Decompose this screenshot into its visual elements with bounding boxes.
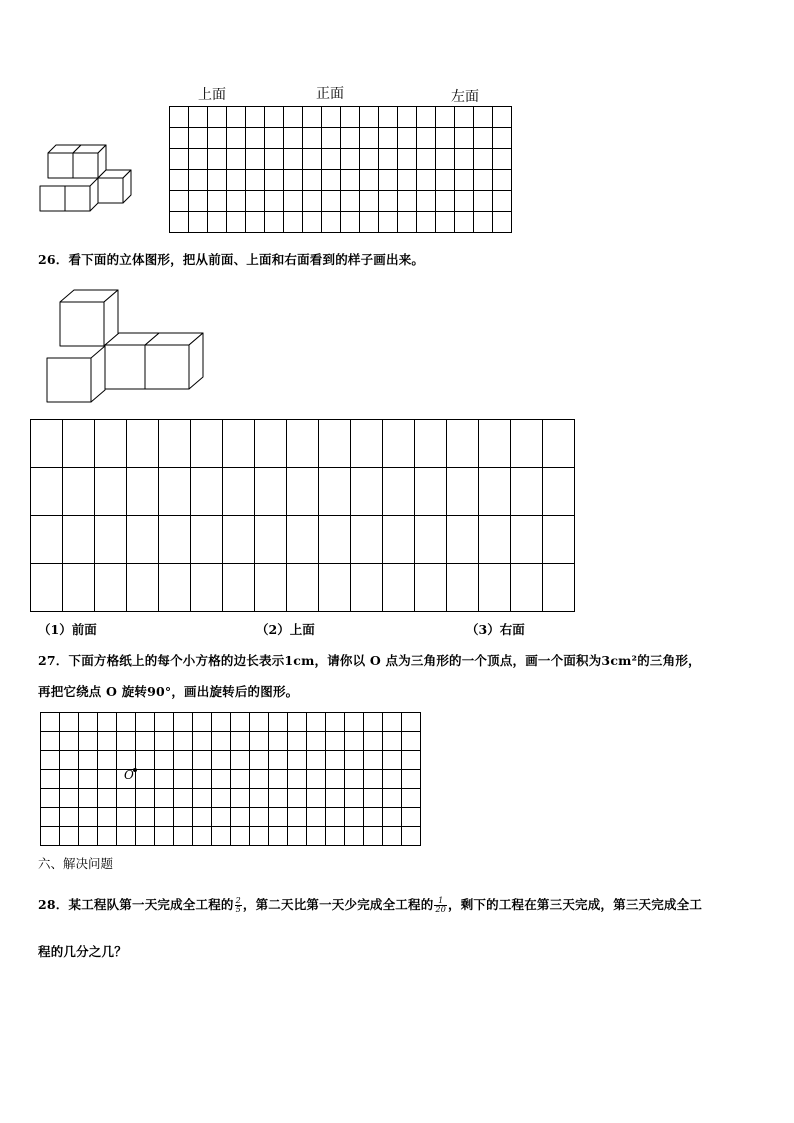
q27-grid-cell[interactable] <box>231 732 250 751</box>
q27-grid-cell[interactable] <box>193 827 212 846</box>
q27-grid-cell[interactable] <box>326 713 345 732</box>
q27-grid-cell[interactable] <box>79 732 98 751</box>
q27-grid-cell[interactable] <box>60 789 79 808</box>
q26-grid-cell[interactable] <box>319 564 351 612</box>
q27-grid-cell[interactable] <box>41 713 60 732</box>
q27-grid-cell[interactable] <box>212 751 231 770</box>
label-front-view: 正面 <box>316 86 344 102</box>
q27-grid-cell[interactable] <box>326 808 345 827</box>
q27-grid-cell[interactable] <box>79 789 98 808</box>
q26-grid-cell[interactable] <box>479 420 511 468</box>
q26-grid-cell[interactable] <box>447 468 479 516</box>
q27-grid-cell[interactable] <box>98 713 117 732</box>
q27-grid-cell[interactable] <box>136 808 155 827</box>
q26-grid-cell[interactable] <box>447 420 479 468</box>
q27-grid-cell[interactable] <box>231 713 250 732</box>
q26-grid-cell[interactable] <box>543 564 575 612</box>
q27-grid-cell[interactable] <box>136 732 155 751</box>
q27-grid-cell[interactable] <box>79 808 98 827</box>
q27-grid-cell[interactable] <box>41 770 60 789</box>
q26-grid-cell[interactable] <box>415 468 447 516</box>
q28-fraction-2 <box>434 897 447 914</box>
q26-grid-cell[interactable] <box>191 468 223 516</box>
q26-grid-cell[interactable] <box>255 516 287 564</box>
q27-grid-cell[interactable] <box>193 732 212 751</box>
q27-grid-cell[interactable] <box>250 751 269 770</box>
q27-grid-cell[interactable] <box>136 713 155 732</box>
q26-grid-cell[interactable] <box>159 468 191 516</box>
q26-grid-cell[interactable] <box>415 564 447 612</box>
q27-grid-cell[interactable] <box>364 827 383 846</box>
q26-grid-cell[interactable] <box>159 420 191 468</box>
q26-grid-cell[interactable] <box>191 516 223 564</box>
label-left-view: 左面 <box>451 89 479 105</box>
q27-grid-cell[interactable] <box>288 789 307 808</box>
q27-grid-row <box>41 808 421 827</box>
q27-grid-cell[interactable] <box>41 789 60 808</box>
q28-fraction-2-numerator: 1 <box>434 897 447 906</box>
q27-grid-cell[interactable] <box>136 770 155 789</box>
q27-grid-row <box>41 713 421 732</box>
q26-grid-cell[interactable] <box>95 564 127 612</box>
q27-grid-row <box>41 732 421 751</box>
q27-grid-cell[interactable] <box>155 808 174 827</box>
q27-grid-cell[interactable] <box>117 808 136 827</box>
q26-grid-cell[interactable] <box>511 564 543 612</box>
q27-grid-cell[interactable] <box>41 732 60 751</box>
q26-grid-cell[interactable] <box>127 468 159 516</box>
q26-grid-cell[interactable] <box>543 468 575 516</box>
q27-grid-cell[interactable] <box>383 751 402 770</box>
q27-grid-cell[interactable] <box>193 789 212 808</box>
q27-grid-cell[interactable] <box>307 732 326 751</box>
q27-grid-cell[interactable] <box>174 732 193 751</box>
q27-text-line1: 27．下面方格纸上的每个小方格的边长表示1cm，请你以 O 点为三角形的一个顶点，画一个面积为3cm²的三角形， <box>38 653 701 668</box>
q28-text-line1 <box>38 895 702 914</box>
q27-grid-cell[interactable] <box>383 808 402 827</box>
q27-grid-cell[interactable] <box>345 751 364 770</box>
q26-grid-cell[interactable] <box>31 468 63 516</box>
q27-grid-cell[interactable] <box>212 713 231 732</box>
q27-grid-cell[interactable] <box>250 713 269 732</box>
q26-grid-cell[interactable] <box>31 564 63 612</box>
q27-grid-cell[interactable] <box>212 808 231 827</box>
q26-grid-cell[interactable] <box>479 468 511 516</box>
q26-grid-cell[interactable] <box>511 468 543 516</box>
q28-fraction-2-denominator: 20 <box>435 905 447 914</box>
q27-grid-cell[interactable] <box>193 808 212 827</box>
q26-grid-row <box>31 468 575 516</box>
q27-grid-cell[interactable] <box>383 732 402 751</box>
q27-grid-cell[interactable] <box>212 827 231 846</box>
q26-grid-cell[interactable] <box>319 468 351 516</box>
q27-grid-cell[interactable] <box>41 808 60 827</box>
q27-grid-cell[interactable] <box>155 770 174 789</box>
label-top-view: 上面 <box>198 87 226 103</box>
q26-grid-cell[interactable] <box>127 564 159 612</box>
q27-grid-cell[interactable] <box>364 789 383 808</box>
q27-grid-cell[interactable] <box>212 770 231 789</box>
q26-grid-cell[interactable] <box>255 468 287 516</box>
q27-grid-cell[interactable] <box>250 770 269 789</box>
q27-grid-cell[interactable] <box>174 713 193 732</box>
q26-grid-cell[interactable] <box>287 468 319 516</box>
q26-grid-cell[interactable] <box>63 420 95 468</box>
q27-grid-cell[interactable] <box>402 713 421 732</box>
point-o-label: O <box>124 768 134 782</box>
q27-grid-cell[interactable] <box>269 770 288 789</box>
q26-grid-cell[interactable] <box>63 516 95 564</box>
q26-grid-row <box>31 516 575 564</box>
q27-grid-cell[interactable] <box>402 732 421 751</box>
q27-grid-cell[interactable] <box>41 827 60 846</box>
q27-text-line2: 再把它绕点 O 旋转90°，画出旋转后的图形。 <box>38 684 299 699</box>
q26-grid-cell[interactable] <box>223 468 255 516</box>
q27-grid-cell[interactable] <box>193 751 212 770</box>
q28-text-part2: ，第二天比第一天少完成全工程的 <box>242 897 434 912</box>
q27-grid-cell[interactable] <box>98 751 117 770</box>
q26-grid-cell[interactable] <box>383 516 415 564</box>
q27-grid-cell[interactable] <box>307 770 326 789</box>
q27-grid-cell[interactable] <box>307 751 326 770</box>
q28-text-part3: ，剩下的工程在第三天完成，第三天完成全工 <box>448 897 703 912</box>
q26-caption-front: （1）前面 <box>38 622 97 637</box>
q27-grid-cell[interactable] <box>383 770 402 789</box>
q26-grid-cell[interactable] <box>287 564 319 612</box>
q27-grid-cell[interactable] <box>136 789 155 808</box>
q27-grid-cell[interactable] <box>60 808 79 827</box>
q27-grid-cell[interactable] <box>231 789 250 808</box>
q27-grid-cell[interactable] <box>345 808 364 827</box>
q27-grid-cell[interactable] <box>193 770 212 789</box>
q27-grid-cell[interactable] <box>60 732 79 751</box>
q26-grid-cell[interactable] <box>415 420 447 468</box>
q27-grid-cell[interactable] <box>288 770 307 789</box>
q27-grid-cell[interactable] <box>174 827 193 846</box>
q27-grid-cell[interactable] <box>269 713 288 732</box>
q27-grid-cell[interactable] <box>345 770 364 789</box>
q26-grid-cell[interactable] <box>479 564 511 612</box>
q27-grid-cell[interactable] <box>60 827 79 846</box>
q26-grid-cell[interactable] <box>319 420 351 468</box>
q26-grid-cell[interactable] <box>31 420 63 468</box>
q27-grid-cell[interactable] <box>250 808 269 827</box>
q27-grid-cell[interactable] <box>174 751 193 770</box>
q26-grid-cell[interactable] <box>63 564 95 612</box>
q27-grid-cell[interactable] <box>79 713 98 732</box>
q26-grid-cell[interactable] <box>223 516 255 564</box>
q27-grid-cell[interactable] <box>60 713 79 732</box>
q26-grid-cell[interactable] <box>543 420 575 468</box>
q28-fraction-1-denominator: 5 <box>235 905 241 914</box>
q27-grid-row <box>41 827 421 846</box>
q27-grid-cell[interactable] <box>345 732 364 751</box>
q26-grid-cell[interactable] <box>159 516 191 564</box>
q27-grid-cell[interactable] <box>60 770 79 789</box>
q26-grid-row <box>31 420 575 468</box>
q27-grid-cell[interactable] <box>364 732 383 751</box>
q26-grid-cell[interactable] <box>127 516 159 564</box>
q27-grid-cell[interactable] <box>117 751 136 770</box>
q26-grid-cell[interactable] <box>351 420 383 468</box>
q27-grid-cell[interactable] <box>155 751 174 770</box>
q27-grid-cell[interactable] <box>136 827 155 846</box>
q26-grid-cell[interactable] <box>127 420 159 468</box>
q26-grid-cell[interactable] <box>95 516 127 564</box>
q26-grid-cell[interactable] <box>159 564 191 612</box>
q27-grid-cell[interactable] <box>250 789 269 808</box>
q26-grid-cell[interactable] <box>319 516 351 564</box>
q27-grid-cell[interactable] <box>193 713 212 732</box>
q26-grid-cell[interactable] <box>191 420 223 468</box>
q27-grid-cell[interactable] <box>155 732 174 751</box>
q27-grid-cell[interactable] <box>117 732 136 751</box>
q26-grid-row <box>31 564 575 612</box>
q27-grid-cell[interactable] <box>402 789 421 808</box>
q27-grid-cell[interactable] <box>79 827 98 846</box>
q27-grid-cell[interactable] <box>383 827 402 846</box>
q27-grid-cell[interactable] <box>79 751 98 770</box>
q26-grid-cell[interactable] <box>31 516 63 564</box>
q27-grid-cell[interactable] <box>269 732 288 751</box>
q26-grid-cell[interactable] <box>415 516 447 564</box>
q27-grid-cell[interactable] <box>288 732 307 751</box>
q27-grid-cell[interactable] <box>326 732 345 751</box>
q27-grid-cell[interactable] <box>250 827 269 846</box>
q27-grid-cell[interactable] <box>269 751 288 770</box>
q26-grid-cell[interactable] <box>447 564 479 612</box>
q27-grid-cell[interactable] <box>98 789 117 808</box>
q27-grid-cell[interactable] <box>307 789 326 808</box>
q27-grid-cell[interactable] <box>155 713 174 732</box>
q27-grid-cell[interactable] <box>383 713 402 732</box>
q27-grid-cell[interactable] <box>212 789 231 808</box>
q26-grid-cell[interactable] <box>223 564 255 612</box>
q26-grid-cell[interactable] <box>511 420 543 468</box>
q27-grid-cell[interactable] <box>231 770 250 789</box>
q27-grid-cell[interactable] <box>326 751 345 770</box>
q26-caption-right: （3）右面 <box>466 622 525 637</box>
section-title: 六、解决问题 <box>38 856 114 871</box>
q26-grid-cell[interactable] <box>351 564 383 612</box>
q27-grid-cell[interactable] <box>155 827 174 846</box>
q27-grid-cell[interactable] <box>60 751 79 770</box>
q26-answer-grid[interactable] <box>30 419 575 612</box>
q27-grid-cell[interactable] <box>98 808 117 827</box>
q27-grid-cell[interactable] <box>136 751 155 770</box>
q27-grid-cell[interactable] <box>307 713 326 732</box>
q26-text: 26．看下面的立体图形，把从前面、上面和右面看到的样子画出来。 <box>38 252 425 267</box>
q26-grid-cell[interactable] <box>383 468 415 516</box>
q26-caption-top: （2）上面 <box>256 622 315 637</box>
q28-text-line2: 程的几分之几？ <box>38 944 127 959</box>
q26-grid-cell[interactable] <box>95 468 127 516</box>
q26-cube-top <box>60 290 118 346</box>
q26-cube-front <box>47 346 105 402</box>
q27-grid-cell[interactable] <box>41 751 60 770</box>
q26-grid-cell[interactable] <box>543 516 575 564</box>
q26-grid-cell[interactable] <box>191 564 223 612</box>
q27-grid-cell[interactable] <box>326 789 345 808</box>
q26-grid-cell[interactable] <box>63 468 95 516</box>
q27-grid-cell[interactable] <box>269 827 288 846</box>
q27-grid-cell[interactable] <box>326 827 345 846</box>
q27-answer-grid[interactable] <box>40 712 421 846</box>
q27-grid-cell[interactable] <box>117 713 136 732</box>
q27-grid-cell[interactable] <box>117 827 136 846</box>
q27-grid-cell[interactable] <box>231 808 250 827</box>
q27-grid-cell[interactable] <box>174 789 193 808</box>
q27-grid-cell[interactable] <box>155 789 174 808</box>
q27-grid-cell[interactable] <box>345 827 364 846</box>
q26-grid-cell[interactable] <box>479 516 511 564</box>
q27-grid-cell[interactable] <box>288 808 307 827</box>
q26-grid-cell[interactable] <box>255 420 287 468</box>
q27-grid-cell[interactable] <box>231 827 250 846</box>
q27-grid-cell[interactable] <box>269 808 288 827</box>
q27-grid-cell[interactable] <box>98 827 117 846</box>
q26-grid-cell[interactable] <box>383 420 415 468</box>
q27-grid-cell[interactable] <box>364 770 383 789</box>
q27-grid-cell[interactable] <box>345 789 364 808</box>
q27-grid-cell[interactable] <box>212 732 231 751</box>
q27-grid-cell[interactable] <box>307 808 326 827</box>
q27-grid-cell[interactable] <box>288 751 307 770</box>
q26-cube-right <box>145 333 203 389</box>
q27-grid-cell[interactable] <box>402 808 421 827</box>
q27-grid-row <box>41 789 421 808</box>
q27-grid-cell[interactable] <box>364 751 383 770</box>
q27-grid-cell[interactable] <box>79 770 98 789</box>
q27-grid-cell[interactable] <box>364 808 383 827</box>
q27-grid-cell[interactable] <box>402 770 421 789</box>
q27-grid-cell[interactable] <box>98 732 117 751</box>
q27-grid-cell[interactable] <box>288 713 307 732</box>
q26-grid-cell[interactable] <box>511 516 543 564</box>
q28-fraction-1 <box>235 897 242 914</box>
q28-fraction-1-numerator: 2 <box>235 896 241 905</box>
q27-grid-row <box>41 751 421 770</box>
q27-grid-cell[interactable] <box>307 827 326 846</box>
q26-grid-cell[interactable] <box>255 564 287 612</box>
q27-grid-cell[interactable] <box>174 770 193 789</box>
q27-grid-cell[interactable] <box>117 789 136 808</box>
q27-grid-cell[interactable] <box>269 789 288 808</box>
q27-grid-cell[interactable] <box>402 827 421 846</box>
q27-grid-cell[interactable] <box>402 751 421 770</box>
q27-grid-cell[interactable] <box>98 770 117 789</box>
q27-grid-cell[interactable] <box>231 751 250 770</box>
q26-grid-cell[interactable] <box>223 420 255 468</box>
q26-grid-cell[interactable] <box>95 420 127 468</box>
q27-grid-cell[interactable] <box>288 827 307 846</box>
q27-grid-cell[interactable] <box>250 732 269 751</box>
q26-grid-cell[interactable] <box>351 468 383 516</box>
q26-grid-cell[interactable] <box>287 516 319 564</box>
q26-grid-cell[interactable] <box>383 564 415 612</box>
q27-grid-cell[interactable] <box>364 713 383 732</box>
q27-grid-cell[interactable] <box>383 789 402 808</box>
q28-text-part1: 28．某工程队第一天完成全工程的 <box>38 897 234 912</box>
q26-grid-cell[interactable] <box>447 516 479 564</box>
q27-grid-cell[interactable] <box>174 808 193 827</box>
q27-grid-cell[interactable] <box>345 713 364 732</box>
q27-grid-row <box>41 770 421 789</box>
q26-grid-cell[interactable] <box>351 516 383 564</box>
q26-grid-cell[interactable] <box>287 420 319 468</box>
q27-grid-cell[interactable] <box>326 770 345 789</box>
